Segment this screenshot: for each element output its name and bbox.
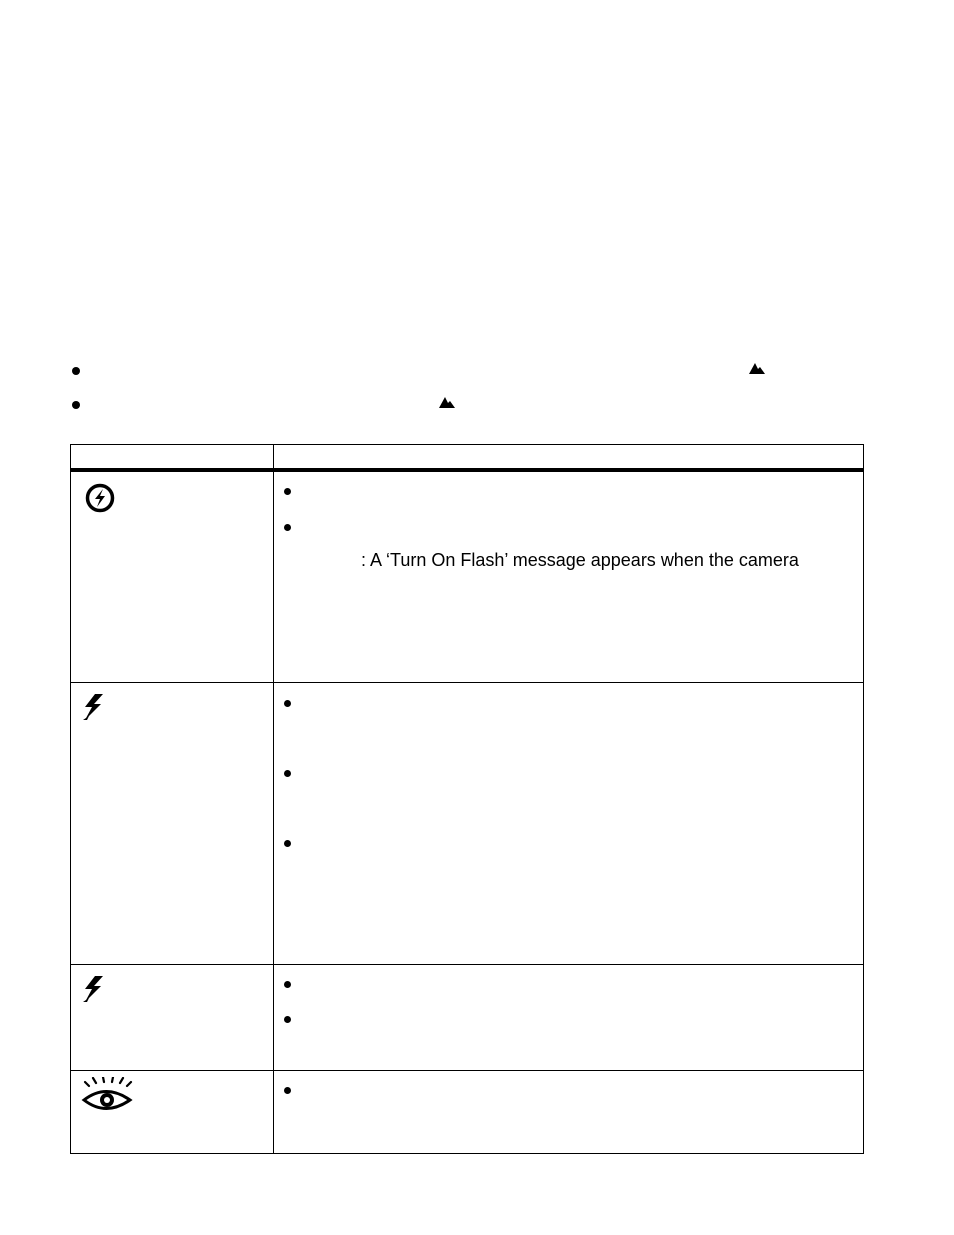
mountain-icon <box>749 361 765 375</box>
red-eye-icon <box>81 1077 133 1115</box>
mountain-icon <box>439 395 455 409</box>
bullet-dot <box>72 401 80 409</box>
flash-note-text: : A ‘Turn On Flash’ message appears when the camera <box>361 550 799 570</box>
flash-auto-icon <box>85 483 115 513</box>
row-divider <box>71 964 863 965</box>
bullet-dot <box>284 981 291 988</box>
row-divider <box>71 1070 863 1071</box>
flash-on-icon <box>81 975 105 1003</box>
bullet-dot <box>284 1087 291 1094</box>
bullet-dot <box>284 1016 291 1023</box>
flash-on-icon <box>81 693 105 721</box>
flash-mode-table <box>70 444 864 1154</box>
bullet-dot <box>284 488 291 495</box>
row-divider <box>71 682 863 683</box>
column-divider <box>273 445 274 1153</box>
header-divider <box>71 468 863 472</box>
bullet-dot <box>284 770 291 777</box>
bullet-dot <box>284 524 291 531</box>
bullet-dot <box>72 367 80 375</box>
bullet-dot <box>284 700 291 707</box>
bullet-dot <box>284 840 291 847</box>
